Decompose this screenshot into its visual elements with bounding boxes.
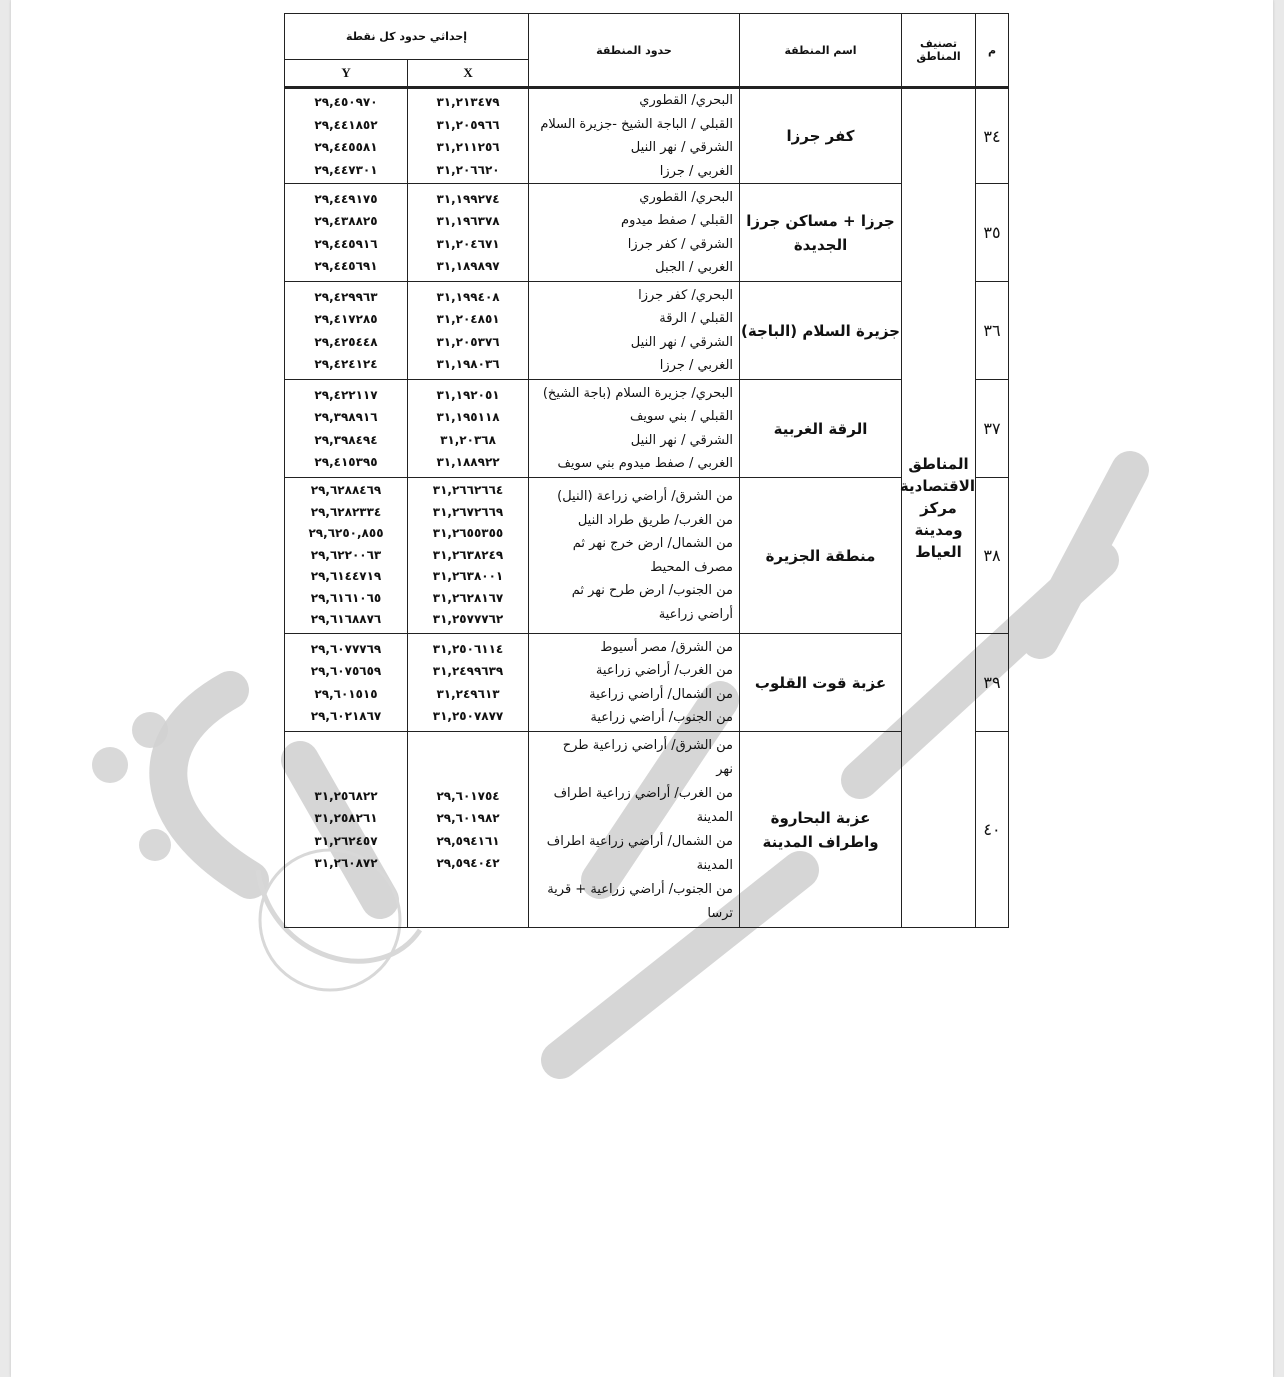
row-number: ٣٤: [976, 88, 1009, 184]
boundaries-cell: [529, 478, 740, 634]
header-coords-title: إحداثي حدود كل نقطة: [285, 14, 529, 60]
boundaries-cell: [529, 732, 740, 928]
boundary-line: من الغرب/ أراضي زراعية اطراف: [553, 785, 734, 801]
area-name: عزبة قوت القلوب: [740, 634, 902, 732]
x-value: ٣١,٢٦٣٨٢٤٩: [432, 547, 504, 562]
y-cell: [285, 732, 408, 928]
boundaries-cell: [529, 380, 740, 478]
row-number: ٣٥: [976, 184, 1009, 282]
boundary-line: القبلي / بني سويف: [629, 409, 734, 424]
area-name: جزيرة السلام (الباجة): [740, 282, 902, 380]
y-value: ٣١,٢٦٢٤٥٧: [314, 833, 378, 848]
y-value: ٢٩,٤٤١٨٥٢: [314, 117, 378, 132]
boundary-line: من الشمال/ ارض خرج نهر ثم: [572, 536, 734, 551]
y-value: ٢٩,٤٢٢١١٧: [314, 387, 378, 402]
table-row: [285, 184, 1009, 282]
x-value: ٣١,٢٦٢٨١٦٧: [432, 590, 504, 605]
boundary-line: الغربي / جرزا: [659, 358, 734, 373]
boundary-line: القبلي / الباجة الشيخ -جزيرة السلام: [540, 116, 734, 132]
x-value: ٣١,٢٠٥٣٧٦: [436, 334, 500, 349]
boundary-line: الغربي / جرزا: [659, 163, 734, 179]
x-cell: [408, 478, 529, 634]
boundary-line: الغربي / الجبل: [655, 260, 734, 275]
boundary-line: المدينة: [696, 809, 734, 825]
boundary-line: من الغرب/ أراضي زراعية: [595, 663, 734, 678]
header-m: م: [976, 14, 1009, 88]
boundary-line: من الجنوب/ أراضي زراعية: [590, 710, 734, 725]
boundary-line: البحري/ كفر جرزا: [638, 287, 734, 303]
table-row: [285, 634, 1009, 732]
area-name: منطقة الجزيرة: [740, 478, 902, 634]
boundary-line: ترسا: [707, 905, 734, 921]
y-value: ٢٩,٦٢٨٢٣٣٤: [310, 504, 382, 519]
boundary-line: القبلي / صفط ميدوم: [621, 213, 734, 228]
table-row: [285, 282, 1009, 380]
y-value: ٢٩,٤٣٨٨٢٥: [314, 214, 378, 228]
boundary-line: الشرقي / نهر النيل: [630, 432, 734, 448]
boundary-line: من الشمال/ أراضي زراعية: [589, 686, 734, 702]
header-boundaries: حدود المنطقة: [529, 14, 740, 88]
table-row: [285, 88, 1009, 184]
y-value: ٢٩,٤١٧٢٨٥: [314, 312, 378, 326]
y-cell: [285, 88, 408, 184]
y-value: ٢٩,٤٤٥٥٨١: [314, 140, 378, 154]
x-value: ٣١,٢٦٥٥٣٥٥: [432, 526, 504, 541]
x-value: ٣١,٢٤٩٦١٣: [436, 686, 500, 701]
boundary-line: المدينة: [696, 857, 734, 873]
x-value: ٢٩,٦٠١٩٨٢: [436, 811, 500, 825]
boundaries-cell: [529, 88, 740, 184]
y-cell: [285, 184, 408, 282]
x-value: ٣١,٢٠٤٨٥١: [436, 312, 500, 326]
row-number: ٣٩: [976, 634, 1009, 732]
y-value: ٢٩,٤١٥٣٩٥: [314, 455, 378, 469]
x-value: ٣١,١٩٦٣٧٨: [436, 214, 500, 228]
y-value: ٢٩,٦١٤٤٧١٩: [310, 569, 382, 584]
y-value: ٢٩,٤٢٤١٢٤: [314, 357, 378, 371]
boundary-line: من الغرب/ طريق طراد النيل: [577, 512, 734, 528]
y-value: ٢٩,٦٠١٥١٥: [314, 686, 378, 701]
x-value: ٣١,١٩٢٠٥١: [436, 387, 500, 402]
y-value: ٢٩,٤٢٩٩٦٣: [314, 289, 378, 304]
boundary-line: البحري/ القطوري: [639, 93, 734, 108]
boundary-line: نهر: [716, 761, 734, 777]
table-row: [285, 478, 1009, 634]
boundary-line: الغربي / صفط ميدوم بني سويف: [557, 456, 734, 471]
x-value: ٢٩,٦٠١٧٥٤: [436, 788, 500, 803]
row-number: ٤٠: [976, 732, 1009, 928]
area-name: الرقة الغربية: [740, 380, 902, 478]
boundary-line: مصرف المحيط: [650, 559, 734, 575]
x-value: ٣١,٢٦٧٢٦٦٩: [432, 504, 504, 519]
x-value: ٢٩,٥٩٤١٦١: [436, 833, 500, 848]
x-value: ٣١,١٩٩٤٠٨: [436, 289, 500, 304]
area-name: جرزا + مساكن جرزا الجديدة: [740, 184, 902, 282]
y-value: ٢٩,٦١٦٨٨٧٦: [310, 612, 382, 627]
boundary-line: أراضي زراعية: [658, 606, 734, 622]
x-value: ٣١,١٩٩٢٧٤: [436, 191, 500, 206]
boundary-line: من الشرق/ مصر أسيوط: [600, 639, 734, 655]
y-value: ٢٩,٣٩٨٩١٦: [314, 410, 378, 424]
x-cell: [408, 184, 529, 282]
x-cell: [408, 634, 529, 732]
y-value: ٢٩,٤٥٠٩٧٠: [314, 95, 378, 109]
y-value: ٣١,٢٦٠٨٧٢: [314, 856, 378, 870]
y-value: ٢٩,٦٠٢١٨٦٧: [310, 709, 382, 723]
x-value: ٣١,٢٥٠٧٨٧٧: [432, 709, 504, 723]
table-row: [285, 380, 1009, 478]
x-cell: [408, 282, 529, 380]
table-row: [285, 732, 1009, 928]
boundaries-cell: [529, 184, 740, 282]
y-value: ٢٩,٣٩٨٤٩٤: [314, 432, 378, 447]
boundary-line: من الشرق/ أراضي زراعية طرح: [562, 737, 734, 753]
y-cell: [285, 478, 408, 634]
y-value: ٣١,٢٥٦٨٢٢: [314, 788, 378, 803]
boundary-line: الشرقي / نهر النيل: [630, 140, 734, 155]
y-value: ٢٩,٤٤٥٩١٦: [314, 236, 378, 251]
y-cell: [285, 380, 408, 478]
row-number: ٣٦: [976, 282, 1009, 380]
y-value: ٢٩,٦٢٨٨٤٦٩: [310, 483, 382, 498]
x-cell: [408, 88, 529, 184]
x-value: ٣١,٢٠٦٦٢٠: [436, 162, 500, 177]
x-value: ٣١,١٨٩٨٩٧: [436, 259, 500, 273]
y-value: ٢٩,٤٤٥٦٩١: [314, 259, 378, 273]
y-value: ٢٩,٤٤٩١٧٥: [314, 191, 378, 206]
x-value: ٣١,٢١٣٤٧٩: [436, 95, 500, 109]
y-value: ٢٩,٤٤٧٣٠١: [314, 162, 378, 177]
y-value: ٢٩,٤٢٥٤٤٨: [314, 334, 378, 349]
boundary-line: الشرقي / كفر جرزا: [627, 236, 734, 252]
y-cell: [285, 634, 408, 732]
x-value: ٣١,٢٠٤٦٧١: [436, 236, 500, 251]
y-value: ٢٩,٦٠٧٥٦٥٩: [310, 664, 382, 678]
row-number: ٣٨: [976, 478, 1009, 634]
header-area-name: اسم المنطقة: [740, 14, 902, 88]
boundaries-cell: [529, 282, 740, 380]
boundary-line: البحري/ جزيرة السلام (باجة الشيخ): [542, 385, 734, 401]
area-name: عزبة البحاروة واطراف المدينة: [740, 732, 902, 928]
x-value: ٢٩,٥٩٤٠٤٢: [436, 856, 500, 870]
boundary-line: القبلي / الرقة: [659, 311, 734, 326]
x-value: ٣١,٢٦٣٨٠٠١: [432, 569, 504, 584]
boundary-line: من الجنوب/ ارض طرح نهر ثم: [571, 583, 734, 598]
boundary-line: الشرقي / نهر النيل: [630, 334, 734, 350]
boundary-line: من الشمال/ أراضي زراعية اطراف: [546, 833, 734, 849]
boundary-line: من الجنوب/ أراضي زراعية + قرية: [547, 881, 734, 897]
y-value: ٢٩,٦٢٥٠,٨٥٥: [308, 526, 384, 541]
x-value: ٣١,٢٦٦٢٦٦٤: [432, 483, 504, 498]
y-cell: [285, 282, 408, 380]
y-value: ٢٩,٦٠٧٧٧٦٩: [310, 641, 382, 656]
x-value: ٣١,١٩٨٠٣٦: [436, 357, 500, 371]
y-value: ٣١,٢٥٨٢٦١: [314, 811, 378, 825]
zones-table: [284, 13, 1009, 928]
x-value: ٣١,٢٠٣٦٨: [440, 432, 496, 447]
classification-cell: المناطق الاقتصادية مركز ومدينة العياط: [902, 88, 976, 928]
area-name: كفر جرزا: [740, 88, 902, 184]
x-value: ٣١,٢٤٩٩٦٣٩: [432, 664, 504, 678]
x-value: ٣١,١٨٨٩٢٢: [436, 455, 500, 469]
x-value: ٣١,٢١١٢٥٦: [436, 140, 500, 154]
header-classification: تصنيف المناطق: [902, 14, 976, 88]
header-y: Y: [285, 60, 408, 88]
x-value: ٣١,٢٥٧٧٧٦٢: [432, 612, 504, 627]
row-number: ٣٧: [976, 380, 1009, 478]
boundary-line: من الشرق/ أراضي زراعة (النيل): [557, 489, 734, 504]
y-value: ٢٩,٦٢٢٠٠٦٣: [310, 547, 382, 562]
boundary-line: البحري/ القطوري: [639, 189, 734, 205]
x-cell: [408, 380, 529, 478]
x-value: ٣١,١٩٥١١٨: [436, 410, 500, 424]
x-value: ٣١,٢٠٥٩٦٦: [436, 117, 500, 132]
header-x: X: [408, 60, 529, 88]
y-value: ٢٩,٦١٦١٠٦٥: [310, 590, 382, 605]
x-cell: [408, 732, 529, 928]
x-value: ٣١,٢٥٠٦١١٤: [432, 641, 504, 656]
boundaries-cell: [529, 634, 740, 732]
